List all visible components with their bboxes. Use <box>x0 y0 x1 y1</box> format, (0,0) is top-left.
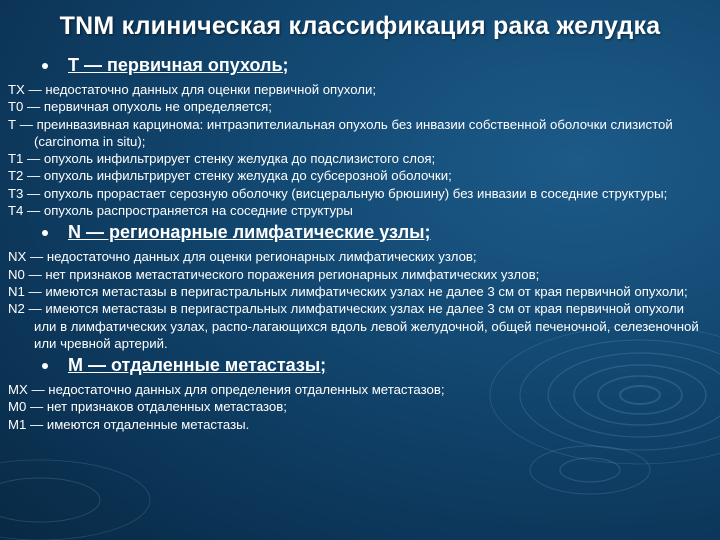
t-line: TX — недостаточно данных для оценки первичной опухоли; <box>8 82 377 97</box>
bullet-dot-icon <box>42 363 48 369</box>
n-line: NX — недостаточно данных для оценки регионарных лимфатических узлов; <box>8 249 477 265</box>
bullet-dot-icon <box>42 230 48 236</box>
section-heading-m: М — отдаленные метастазы; <box>8 355 708 376</box>
slide-content <box>8 52 708 433</box>
t-line: Т4 — опухоль распространяется на соседние структуры <box>8 203 353 219</box>
n-line: N1 — имеются метастазы в перигастральных лимфатических узлах не далее 3 см от края первичной опухоли; <box>8 283 688 299</box>
n-line: N0 — нет признаков метастатического поражения регионарных лимфатических узлов; <box>8 266 540 282</box>
section-heading-t: Т — первичная опухоль; <box>8 55 708 76</box>
bullet-dot-icon <box>42 63 48 69</box>
slide-title: TNM клиническая классификация рака желудка <box>59 12 661 40</box>
t-line: Т1 — опухоль инфильтрирует стенку желудка до подслизистого слоя; <box>8 151 436 167</box>
n-line: N2 — имеются метастазы в перигастральных лимфатических узлах не далее 3 см от края первичной опухоли или в лимфатических узлах, распо-лагающихся вдоль левой желудочной, общей печеночной, селезеночной или чревной артерий. <box>8 301 699 351</box>
section-heading-n: N — регионарные лимфатические узлы; <box>8 222 708 243</box>
m-line: М0 — нет признаков отдаленных метастазов; <box>8 399 287 415</box>
m-line: М1 — имеются отдаленные метастазы. <box>8 416 250 432</box>
t-line: Т2 — опухоль инфильтрирует стенку желудка до субсерозной оболочки; <box>8 168 452 184</box>
t-line: Т3 — опухоль прорастает серозную оболочку (висцеральную брюшину) без инвазии в соседние структуры; <box>8 185 668 201</box>
t-line: Т — преинвазивная карцинома: интраэпителиальная опухоль без инвазии собственной оболочки слизистой (carcinoma in situ); <box>8 116 673 149</box>
m-line: MX — недостаточно данных для определения отдаленных метастазов; <box>8 382 445 398</box>
t-line: Т0 — первичная опухоль не определяется; <box>8 99 272 115</box>
